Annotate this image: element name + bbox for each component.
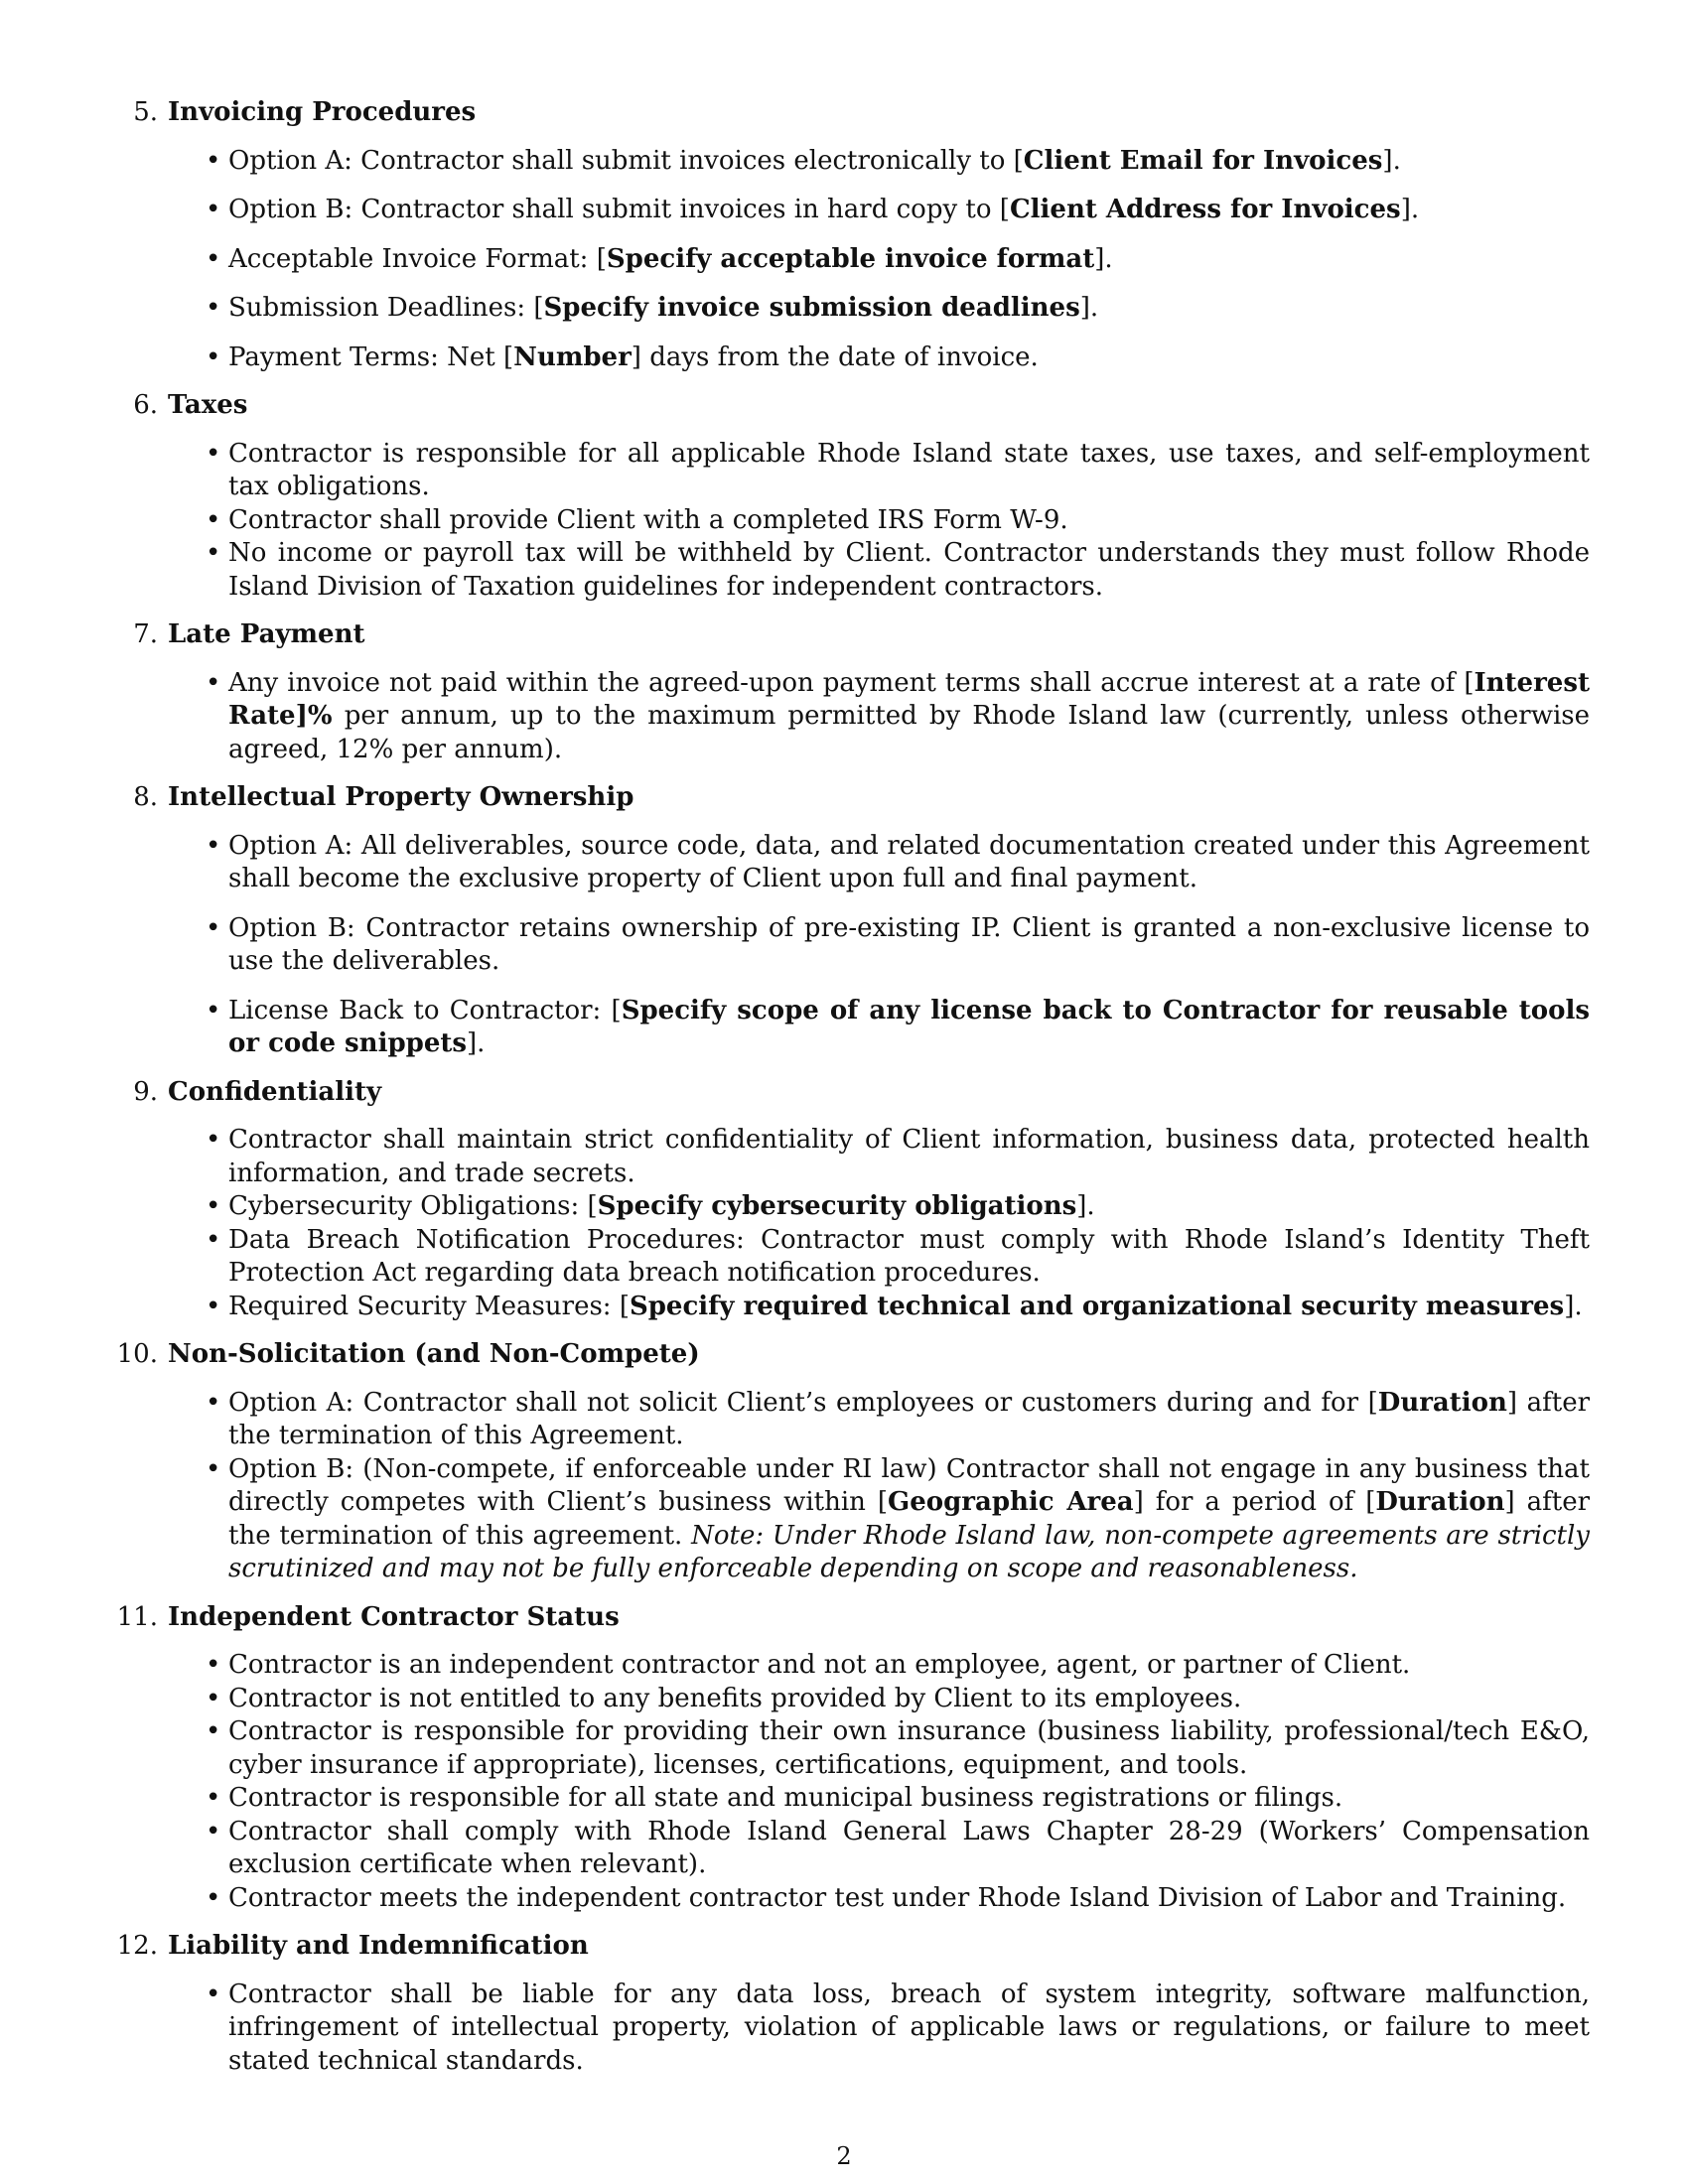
section-list — [168, 1387, 1590, 1586]
list-item: • Contractor meets the independent contractor test under Rhode Island Division of Labor and Training. — [168, 1882, 1590, 1916]
list-item: • Payment Terms: Net [Number] days from the date of invoice. — [168, 341, 1590, 375]
list-item: • No income or payroll tax will be withheld by Client. Contractor understands they must follow Rhode Island Division of Taxation guidelines for independent contractors. — [168, 537, 1590, 604]
section-title: Invoicing Procedures — [168, 97, 477, 127]
list-item: • Contractor is not entitled to any benefits provided by Client to its employees. — [168, 1683, 1590, 1716]
section-taxes — [122, 389, 1590, 604]
list-item: • Option A: Contractor shall not solicit Client’s employees or customers during and for [Duration] after the termination of this Agreement. — [168, 1387, 1590, 1453]
section-number: 6. — [133, 390, 158, 420]
list-item: • Option B: Contractor shall submit invoices in hard copy to [Client Address for Invoices]. — [168, 194, 1590, 227]
list-item: • Contractor shall comply with Rhode Island General Laws Chapter 28-29 (Workers’ Compensation exclusion certificate when relevant). — [168, 1816, 1590, 1882]
section-title: Late Payment — [168, 619, 365, 649]
list-item: • Option A: Contractor shall submit invoices electronically to [Client Email for Invoices]. — [168, 145, 1590, 179]
list-item: • Option B: Contractor retains ownership of pre-existing IP. Client is granted a non-exclusive license to use the deliverables. — [168, 912, 1590, 979]
list-item: • Contractor is responsible for all applicable Rhode Island state taxes, use taxes, and self-employment tax obligations. — [168, 438, 1590, 504]
section-list — [168, 1979, 1590, 2079]
non-compete-note: Note: Under Rhode Island law, non-compete agreements are strictly scrutinized and may not be fully enforceable depending on scope and reasonableness. — [228, 1520, 1590, 1583]
document-body — [116, 96, 1591, 2093]
section-number: 5. — [133, 97, 158, 127]
list-item: • Contractor shall be liable for any data loss, breach of system integrity, software malfunction, infringement of intellectual property, violation of applicable laws or regulations, or failure to meet stated technical standards. — [168, 1979, 1590, 2079]
section-confidentiality — [122, 1076, 1590, 1324]
list-item: • Option B: (Non-compete, if enforceable under RI law) Contractor shall not engage in any business that directly competes with Client’s business within [Geographic Area] for a period of [Duration] after the termination of this agreement. Note: Under Rhode Island law, non-compete agreements are strictly scrutinized and may not be fully enforceable depending on scope and reasonableness. — [168, 1453, 1590, 1586]
section-number: 11. — [116, 1601, 158, 1632]
section-title: Confidentiality — [168, 1076, 382, 1107]
list-item: • Contractor shall maintain strict confidentiality of Client information, business data, protected health information, and trade secrets. — [168, 1124, 1590, 1190]
section-number: 8. — [133, 782, 158, 812]
list-item: • Required Security Measures: [Specify required technical and organizational security measures]. — [168, 1291, 1590, 1324]
section-list — [168, 1649, 1590, 1915]
list-item: • License Back to Contractor: [Specify scope of any license back to Contractor for reusable tools or code snippets]. — [168, 995, 1590, 1061]
section-title: Liability and Indemnification — [168, 1931, 589, 1961]
section-list — [168, 830, 1590, 1061]
section-title: Non-Solicitation (and Non-Compete) — [168, 1339, 700, 1369]
list-item: • Option A: All deliverables, source code, data, and related documentation created under this Agreement shall become the exclusive property of Client upon full and final payment. — [168, 830, 1590, 896]
list-item: • Any invoice not paid within the agreed-upon payment terms shall accrue interest at a rate of [Interest Rate]% per annum, up to the maximum permitted by Rhode Island law (currently, unless otherwise agreed, 12% per annum). — [168, 667, 1590, 767]
list-item: • Contractor is responsible for providing their own insurance (business liability, professional/tech E&O, cyber insurance if appropriate), licenses, certifications, equipment, and tools. — [168, 1715, 1590, 1782]
section-liability-indemnification — [116, 1930, 1590, 2078]
section-list — [168, 1124, 1590, 1323]
section-invoicing-procedures — [122, 96, 1590, 374]
list-item: • Data Breach Notification Procedures: Contractor must comply with Rhode Island’s Identity Theft Protection Act regarding data breach notification procedures. — [168, 1224, 1590, 1291]
section-number: 7. — [133, 619, 158, 649]
list-item: • Submission Deadlines: [Specify invoice submission deadlines]. — [168, 292, 1590, 326]
section-list — [168, 667, 1590, 767]
list-item: • Acceptable Invoice Format: [Specify acceptable invoice format]. — [168, 243, 1590, 277]
list-item: • Contractor is responsible for all state and municipal business registrations or filings. — [168, 1782, 1590, 1816]
section-number: 9. — [133, 1076, 158, 1107]
section-number: 10. — [116, 1339, 158, 1369]
section-non-solicitation — [116, 1338, 1591, 1586]
section-list — [168, 438, 1590, 605]
section-title: Taxes — [168, 390, 248, 420]
section-intellectual-property — [122, 781, 1590, 1061]
section-list — [168, 145, 1590, 375]
list-item: • Cybersecurity Obligations: [Specify cybersecurity obligations]. — [168, 1190, 1590, 1224]
section-late-payment — [122, 618, 1590, 766]
list-item: • Contractor shall provide Client with a completed IRS Form W-9. — [168, 504, 1590, 538]
section-independent-contractor-status — [116, 1601, 1590, 1916]
section-number: 12. — [116, 1931, 158, 1961]
page-number: 2 — [836, 2142, 852, 2170]
section-title: Independent Contractor Status — [168, 1601, 620, 1632]
list-item: • Contractor is an independent contractor and not an employee, agent, or partner of Client. — [168, 1649, 1590, 1683]
section-title: Intellectual Property Ownership — [168, 782, 634, 812]
